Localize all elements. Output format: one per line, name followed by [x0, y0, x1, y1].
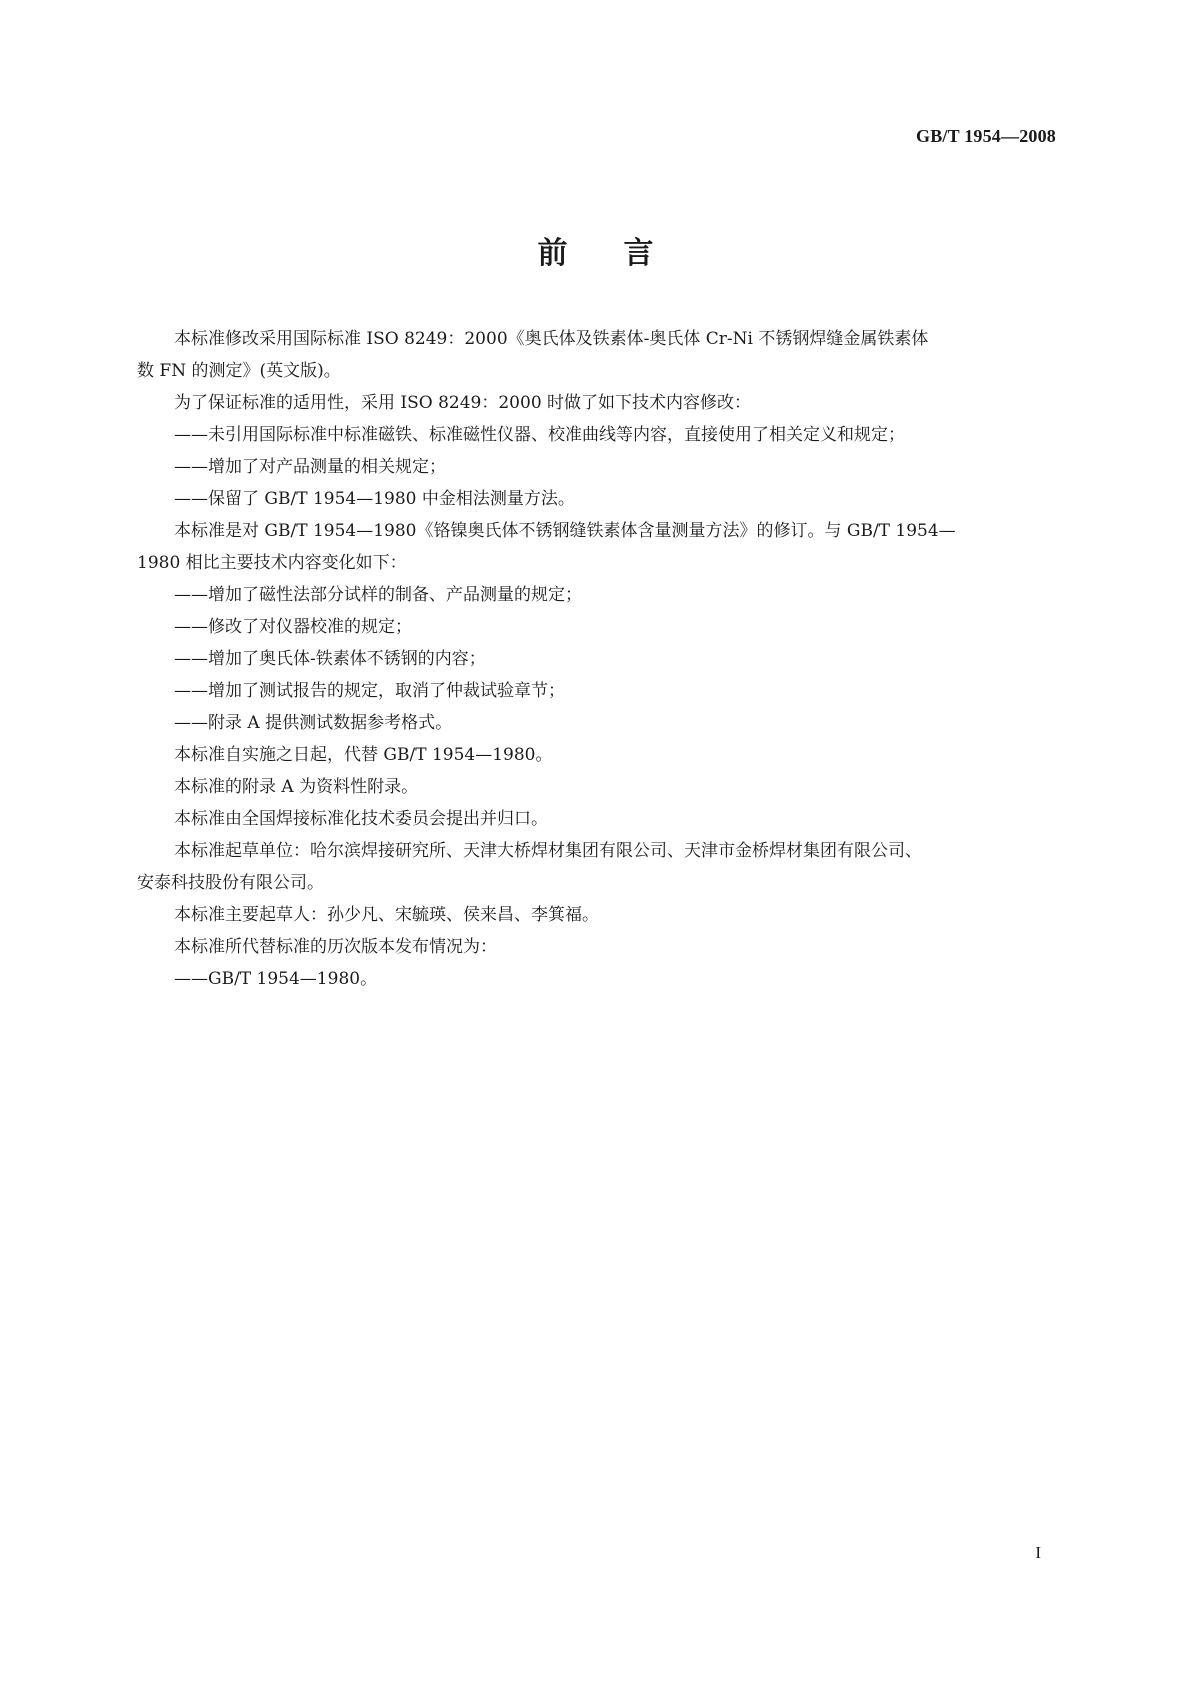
list-item: ——GB/T 1954—1980。 [174, 969, 378, 989]
page-title: 前言 [537, 236, 710, 271]
page-number: I [1035, 1543, 1041, 1562]
list-item: ——增加了测试报告的规定，取消了仲裁试验章节； [174, 681, 565, 701]
paragraph-drafting-units-cont: 安泰科技股份有限公司。 [137, 873, 324, 893]
list-item: ——修改了对仪器校准的规定； [174, 617, 412, 637]
paragraph-drafters: 本标准主要起草人：孙少凡、宋毓瑛、侯来昌、李箕福。 [174, 905, 599, 925]
paragraph-drafting-units: 本标准起草单位：哈尔滨焊接研究所、天津大桥焊材集团有限公司、天津市金桥焊材集团有限公司、 [174, 841, 922, 861]
list-item: ——增加了磁性法部分试样的制备、产品测量的规定； [174, 585, 582, 605]
paragraph-replaces: 本标准自实施之日起，代替 GB/T 1954—1980。 [174, 745, 553, 765]
paragraph-modifications-intro: 为了保证标准的适用性，采用 ISO 8249：2000 时做了如下技术内容修改： [174, 393, 752, 413]
paragraph-annex: 本标准的附录 A 为资料性附录。 [174, 777, 419, 797]
paragraph-committee: 本标准由全国焊接标准化技术委员会提出并归口。 [174, 809, 548, 829]
list-item: ——未引用国际标准中标准磁铁、标准磁性仪器、校准曲线等内容，直接使用了相关定义和规定； [174, 425, 905, 445]
list-item: ——保留了 GB/T 1954—1980 中金相法测量方法。 [174, 489, 575, 509]
paragraph-revision: 本标准是对 GB/T 1954—1980《铬镍奥氏体不锈钢缝铁素体含量测量方法》的修订。与 GB/T 1954— [174, 521, 956, 541]
list-item: ——增加了对产品测量的相关规定； [174, 457, 446, 477]
paragraph-revision-cont: 1980 相比主要技术内容变化如下： [137, 553, 407, 573]
standard-code: GB/T 1954—2008 [916, 126, 1056, 146]
paragraph-adoption-cont: 数 FN 的测定》(英文版)。 [137, 361, 341, 381]
list-item: ——增加了奥氏体-铁素体不锈钢的内容； [174, 649, 486, 669]
list-item: ——附录 A 提供测试数据参考格式。 [174, 713, 453, 733]
paragraph-history: 本标准所代替标准的历次版本发布情况为： [174, 937, 497, 957]
paragraph-adoption: 本标准修改采用国际标准 ISO 8249：2000《奥氏体及铁素体-奥氏体 Cr-Ni 不锈钢焊缝金属铁素体 [174, 329, 929, 349]
foreword-body [137, 323, 1067, 995]
